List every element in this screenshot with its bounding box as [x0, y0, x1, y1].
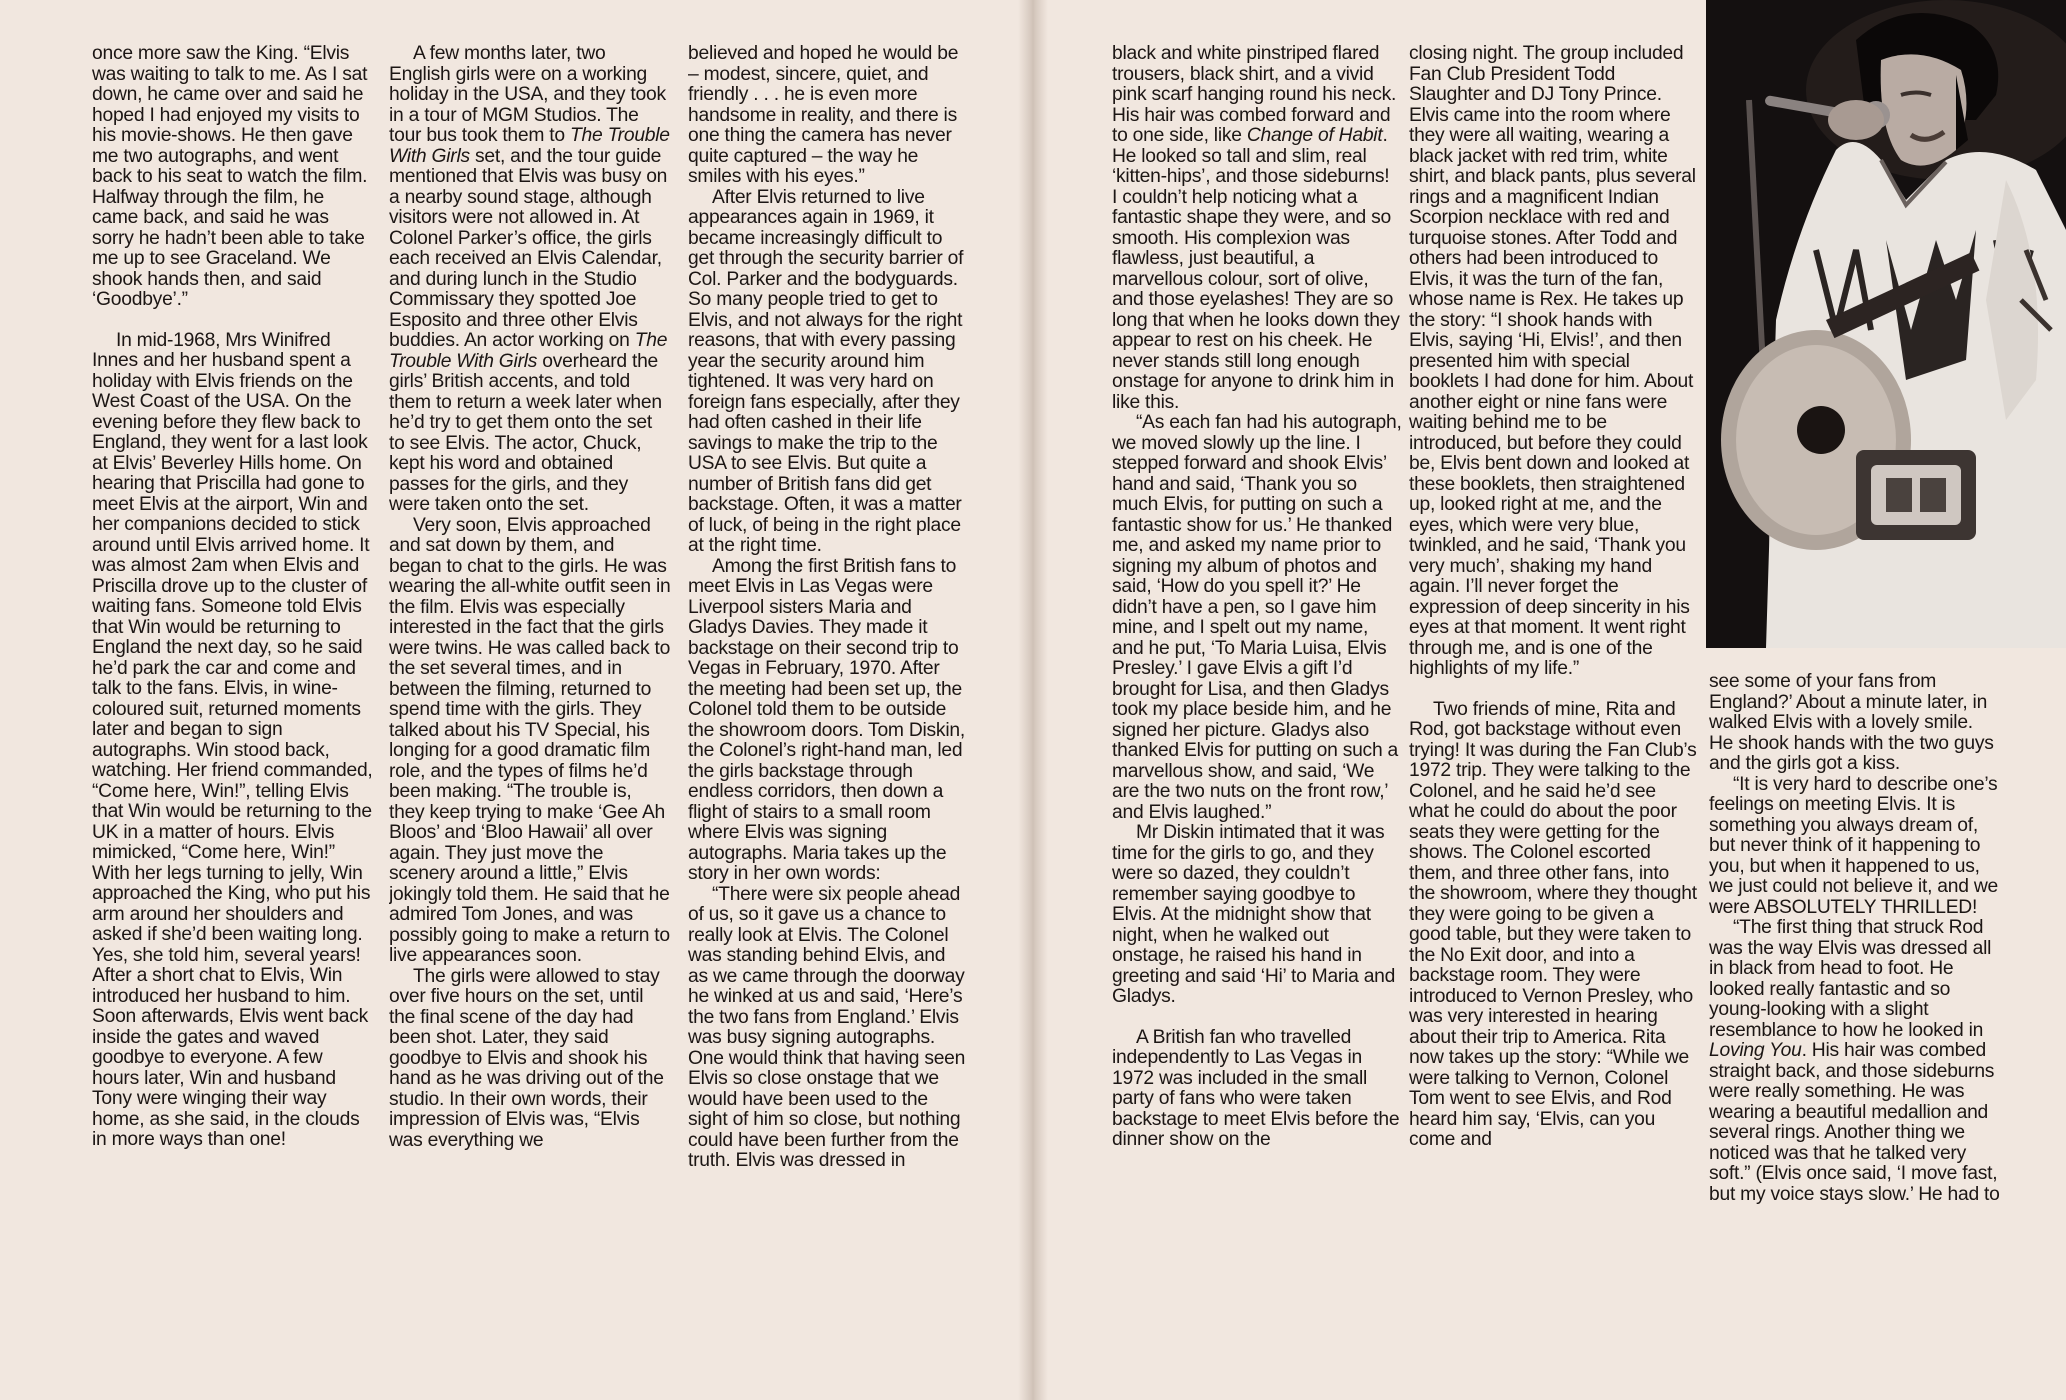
film-title: The Trouble With Girls — [389, 125, 670, 167]
paragraph: black and white pinstriped flared trousers, black shirt, and a vivid pink scarf hanging round his neck. His hair was combed forward and to one side, like Change of Habit. He looked so tall and slim, real ‘kitten-hips’, and those sideburns! — [1112, 44, 1397, 187]
elvis-photo-illustration — [1706, 0, 2066, 648]
film-title: Loving You — [1709, 1040, 1802, 1061]
paragraph: “There were six people ahead of us, so it gave us a chance to really look at Elvis. The Colonel was standing behind Elvis, and as we came through the doorway he winked at us and said, ‘Here’s the two fans from England.’ Elvis was busy signing autographs. One would think that having seen Elvis so close onstage that we would have been used to the sight of him so close, but nothing could have been further from the truth. Elvis was dressed in — [688, 883, 966, 1171]
paragraph: Mr Diskin intimated that it was time for the girls to go, and they were so dazed, they couldn’t remember saying goodbye to Elvis. At the midnight show that night, when he walked out onstage, he raised his hand in greeting and said ‘Hi’ to Maria and Gladys. — [1112, 822, 1396, 1007]
paragraph: “As each fan had his autograph, we moved slowly up the line. I stepped forward and shook Elvis’ hand and said, ‘Thank you so much Elvis, for putting on such a fantastic show for us.’ He thanked me, and asked my name prior to signing my album of photos and said, ‘How do you spell it?’ He didn’t have a pen, so I gave him mine, and I spelt out my name, and he put, ‘To Maria Luisa, Elvis Presley.’ I gave Elvis a gift I’d brought for Lisa, and then Gladys took my place beside him, and he signed her picture. Gladys also thanked Elvis for putting on such a marvellous show, and said, ‘We are the two nuts on the front row,’ and Elvis laughed.” — [1112, 412, 1402, 823]
paragraph: In mid-1968, Mrs Winifred Innes and her husband spent a holiday with Elvis friends on the West Coast of the USA. On the evening before they flew back to England, they went for a last look at Elvis’ Beverley Hills home. On hearing that Priscilla had gone to meet Elvis at the airport, Win and her companions decided to stick around until Elvis arrived home. It was almost 2am when Elvis and Priscilla drove up to the cluster of waiting fans. Someone told Elvis that Win would be returning to England the next day, so he said he’d park the car and come and talk to the fans. Elvis, in wine-coloured suit, returned moments later and began to sign autographs. Win stood back, watching. Her friend commanded, “Come here, Win!”, telling Elvis that Win would be returning to the UK in a matter of hours. Elvis mimicked, “Come here, Win!” With her legs turning to jelly, Win approached the King, who put his arm around her shoulders and asked if she’d been waiting long. Yes, she told him, several years! After a short chat to Elvis, Win introduced her husband to him. Soon afterwards, Elvis went back inside the gates and waved goodbye to everyone. A few hours later, Win and husband Tony were winging their way home, as she said, in the clouds in more ways than one! — [92, 329, 373, 1150]
paragraph: Very soon, Elvis approached and sat down by them, and began to chat to the girls. He was wearing the all-white outfit seen in the film. Elvis was especially interested in the fact that the girls were twins. He was called back to the set several times, and in between the filming, returned to spend time with the girls. They talked about his TV Special, his longing for a good dramatic film role, and the types of films he’d been making. “The trouble is, they keep trying to make ‘Gee Ah Bloos’ and ‘Bloo Hawaii’ all over again. They just move the scenery around a little,” Elvis jokingly told them. He said that he admired Tom Jones, and was possibly going to make a return to live appearances soon. — [389, 514, 671, 966]
text-column-2 — [389, 44, 671, 1344]
paragraph: After Elvis returned to live appearances again in 1969, it became increasingly difficult to get through the security barrier of Col. Parker and the bodyguards. So many people tried to get to Elvis, and not always for the right reasons, that with every passing year the security around him tightened. It was very hard on foreign fans especially, after they had often cashed in their life savings to make the trip to the USA to see Elvis. But quite a number of British fans did get backstage. Often, it was a matter of luck, of being in the right place at the right time. — [688, 186, 964, 556]
text-column-1 — [92, 44, 374, 1344]
paragraph: A British fan who travelled independently to Las Vegas in 1972 was included in the small party of fans who were taken backstage to meet Elvis before the dinner show on the — [1112, 1026, 1400, 1150]
paragraph: I couldn’t help noticing what a fantastic shape they were, and so smooth. His complexion was flawless, just beautiful, a marvellous colour, sort of olive, and those eyelashes! They are so long that when he looks down they appear to rest on his cheek. He never stands still long enough onstage for anyone to drink him in like this. — [1112, 186, 1400, 413]
paragraph: “It is very hard to describe one’s feelings on meeting Elvis. It is something you always dream of, but never think of it happening to you, but when it happened to us, we just could not believe it, and we were ABSOLUTELY THRILLED! — [1709, 773, 1998, 918]
text-column-6 — [1709, 672, 2001, 1344]
text-column-5 — [1409, 44, 1699, 1344]
paragraph: A few months later, two English girls were on a working holiday in the USA, and they took in a tour of MGM Studios. The tour bus took them to The Trouble With Girls set, and the tour guide mentioned that Elvis was busy on a nearby sound stage, although visitors were not allowed in. At Colonel Parker’s office, the girls each received an Elvis Calendar, and during lunch in the Studio Commissary they spotted Joe Esposito and three other Elvis buddies. An actor working on The Trouble With Girls overheard the girls’ British accents, and told them to return a week later when he’d try to get them onto the set to see Elvis. The actor, Chuck, kept his word and obtained passes for the girls, and they were taken onto the set. — [389, 44, 670, 515]
paragraph: Two friends of mine, Rita and Rod, got backstage without even trying! It was during the Fan Club’s 1972 trip. They were talking to the Colonel, and he said he’d see what he could do about the poor seats they were getting for the shows. The Colonel escorted them, and three other fans, into the showroom, where they thought they were going to be given a good table, but they were taken to the No Exit door, and into a backstage room. They were introduced to Vernon Presley, who was very interested in hearing about their trip to America. Rita now takes up the story: “While we were talking to Vernon, Colonel Tom went to see Elvis, and Rod heard him say, ‘Elvis, can you come and — [1409, 698, 1697, 1150]
film-title: Change of Habit — [1246, 125, 1383, 146]
text-column-3 — [688, 44, 970, 1344]
book-gutter — [1018, 0, 1048, 1400]
paragraph: believed and hoped he would be – modest, sincere, quiet, and friendly . . . he is even more handsome in reality, and there is one thing the camera has never quite captured – the way he smiles with his eyes.” — [688, 44, 959, 187]
paragraph: see some of your fans from England?’ About a minute later, in walked Elvis with a lovely smile. He shook hands with the two guys and the girls got a kiss. — [1709, 672, 1994, 774]
paragraph: closing night. The group included Fan Club President Todd Slaughter and DJ Tony Prince. Elvis came into the room where they were all waiting, wearing a black jacket with red trim, white shirt, and black pants, plus several rings and a magnificent Indian Scorpion necklace with red and turquoise stones. After Todd and others had been introduced to Elvis, it was the turn of the fan, whose name is Rex. He takes up the story: “I shook hands with Elvis, saying ‘Hi, Elvis!’, and then presented him with special booklets I had done for him. About another eight or nine fans were waiting behind me to be introduced, but before they could be, Elvis bent down and looked at these booklets, then straightened up, looked right at me, and the eyes, which were very blue, twinkled, and he said, ‘Thank you very much’, shaking my hand again. I’ll never forget the expression of deep sincerity in his eyes at that moment. It went right through me, and is one of the highlights of my life.” — [1409, 44, 1696, 679]
paragraph: once more saw the King. “Elvis was waiting to talk to me. As I sat down, he came over and said he hoped I had enjoyed my visits to his movie-shows. He then gave me two autographs, and went back to his seat to watch the film. Halfway through the film, he came back, and said he was sorry he hadn’t been able to take me up to see Graceland. We shook hands then, and said ‘Goodbye’.” — [92, 44, 368, 310]
text-column-4 — [1112, 44, 1402, 1344]
film-title: The Trouble With Girls — [389, 330, 668, 372]
paragraph: “The first thing that struck Rod was the way Elvis was dressed all in black from head to foot. He looked really fantastic and so young-looking with a slight resemblance to how he looked in Loving You. His hair was combed straight back, and those sideburns were really something. He was wearing a beautiful medallion and several rings. Another thing we noticed was that he talked very soft.” (Elvis once said, ‘I move fast, but my voice stays slow.’ He had to — [1709, 917, 2000, 1205]
elvis-photo — [1706, 0, 2066, 648]
paragraph: Among the first British fans to meet Elvis in Las Vegas were Liverpool sisters Maria and Gladys Davies. They made it backstage on their second trip to Vegas in February, 1970. After the meeting had been set up, the Colonel told them to be outside the showroom doors. Tom Diskin, the Colonel’s right-hand man, led the girls backstage through endless corridors, then down a flight of stairs to a small room where Elvis was signing autographs. Maria takes up the story in her own words: — [688, 555, 965, 884]
paragraph: The girls were allowed to stay over five hours on the set, until the final scene of the day had been shot. Later, they said goodbye to Elvis and shook his hand as he was driving out of the studio. In their own words, their impression of Elvis was, “Elvis was everything we — [389, 965, 664, 1151]
